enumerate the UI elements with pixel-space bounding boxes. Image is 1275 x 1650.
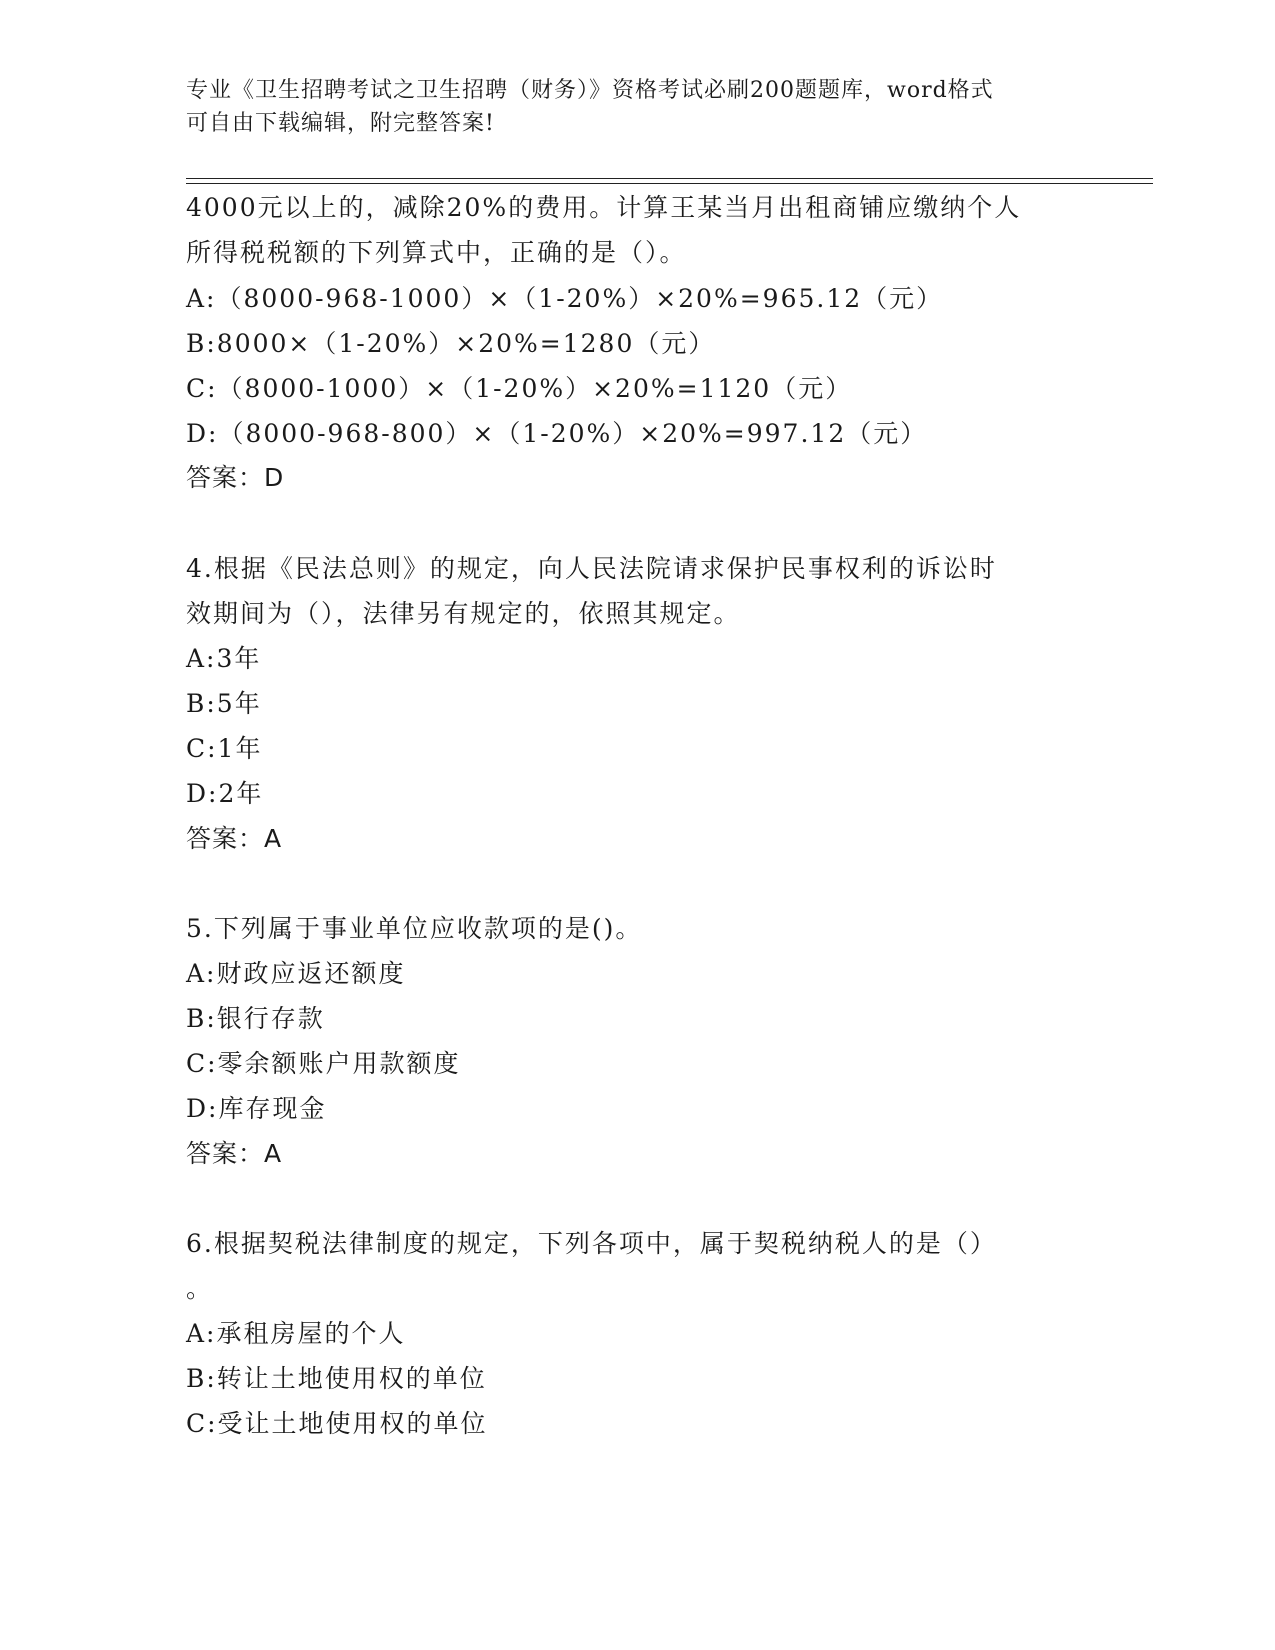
q5-option-a: A:财政应返还额度 bbox=[186, 959, 406, 988]
q4-answer: 答案：A bbox=[186, 824, 283, 853]
q3-option-d: D:（8000-968-800）×（1-20%）×20%=997.12（元） bbox=[186, 419, 928, 448]
q4-option-c: C:1年 bbox=[186, 734, 263, 763]
q6-option-a: A:承租房屋的个人 bbox=[186, 1319, 406, 1348]
q5-option-d: D:库存现金 bbox=[186, 1094, 327, 1123]
q3-stem-line-1: 4000元以上的，减除20%的费用。计算王某当月出租商铺应缴纳个人 bbox=[186, 193, 1022, 222]
q5-option-c: C:零余额账户用款额度 bbox=[186, 1049, 461, 1078]
q6-option-c: C:受让土地使用权的单位 bbox=[186, 1409, 488, 1438]
q4-stem-line-2: 效期间为（），法律另有规定的，依照其规定。 bbox=[186, 599, 741, 628]
q3-stem-line-2: 所得税税额的下列算式中，正确的是（）。 bbox=[186, 238, 687, 267]
q4-option-a: A:3年 bbox=[186, 644, 262, 673]
q5-option-b: B:银行存款 bbox=[186, 1004, 325, 1033]
header-divider-top bbox=[186, 178, 1153, 179]
q4-stem-line-1: 4.根据《民法总则》的规定，向人民法院请求保护民事权利的诉讼时 bbox=[186, 554, 997, 583]
header-line-1: 专业《卫生招聘考试之卫生招聘（财务）》资格考试必刷200题题库，word格式 bbox=[186, 78, 994, 103]
q5-answer: 答案：A bbox=[186, 1139, 283, 1168]
q4-option-d: D:2年 bbox=[186, 779, 264, 808]
q5-stem-line-1: 5.下列属于事业单位应收款项的是()。 bbox=[186, 914, 643, 943]
q6-stem-line-2: 。 bbox=[186, 1274, 214, 1303]
document-header bbox=[186, 74, 1086, 140]
q6-stem-line-1: 6.根据契税法律制度的规定，下列各项中，属于契税纳税人的是（） bbox=[186, 1229, 997, 1258]
header-divider-bottom bbox=[186, 183, 1153, 184]
q3-answer: 答案：D bbox=[186, 463, 285, 492]
header-line-2: 可自由下载编辑，附完整答案! bbox=[186, 111, 495, 136]
q4-option-b: B:5年 bbox=[186, 689, 262, 718]
q3-option-a: A:（8000-968-1000）×（1-20%）×20%=965.12（元） bbox=[186, 284, 944, 313]
q3-option-c: C:（8000-1000）×（1-20%）×20%=1120（元） bbox=[186, 374, 853, 403]
q6-option-b: B:转让土地使用权的单位 bbox=[186, 1364, 487, 1393]
q3-option-b: B:8000×（1-20%）×20%=1280（元） bbox=[186, 329, 716, 358]
